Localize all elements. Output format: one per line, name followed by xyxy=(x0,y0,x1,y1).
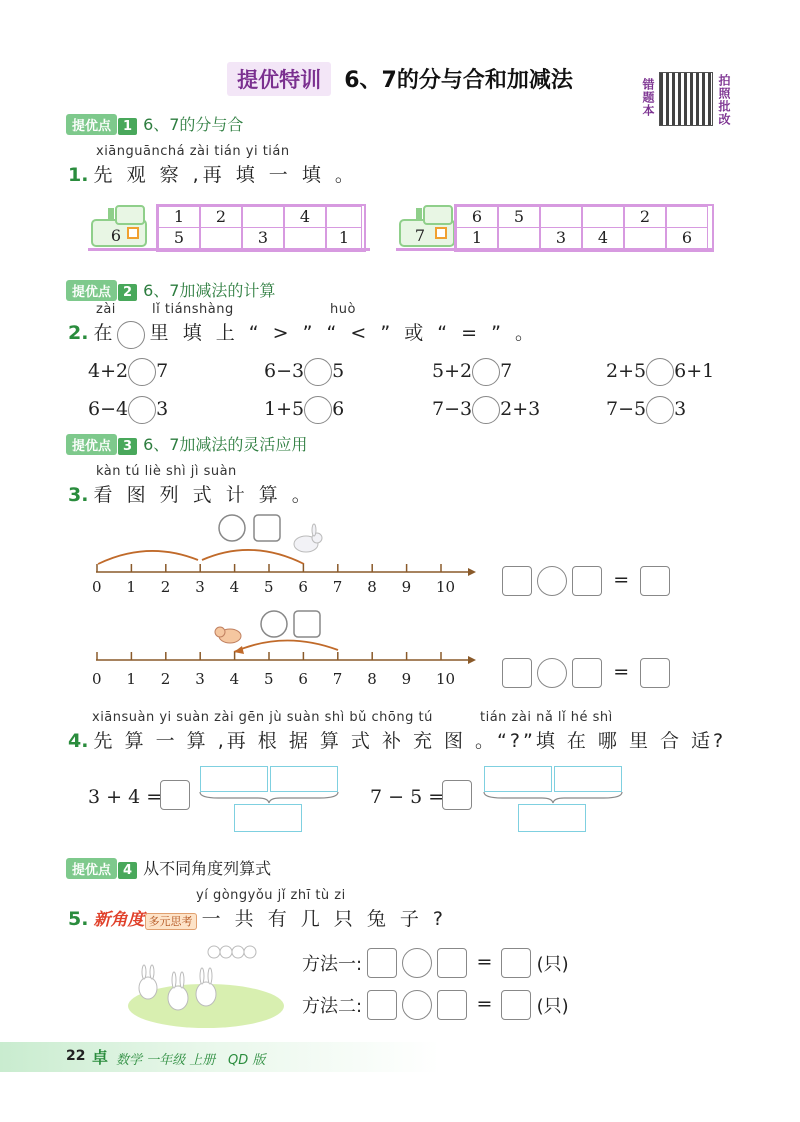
car-top-4[interactable] xyxy=(582,206,624,228)
car-bottom-6[interactable]: 6 xyxy=(666,227,708,249)
brace-icon xyxy=(198,790,340,804)
car-top-2[interactable]: 5 xyxy=(498,206,540,228)
answer-circle[interactable] xyxy=(219,515,245,541)
compare-item: 6−3 5 xyxy=(264,358,344,386)
train-rail xyxy=(396,248,714,251)
q4-line xyxy=(68,726,726,753)
badge-new: 新角度 xyxy=(93,910,145,930)
answer-square[interactable] xyxy=(640,658,670,688)
answer-square[interactable] xyxy=(572,658,602,688)
answer-square[interactable] xyxy=(437,948,467,978)
method-1-row xyxy=(302,948,569,978)
answer-row-2 xyxy=(502,658,670,688)
point-title: 6、7加减法的灵活应用 xyxy=(143,435,308,454)
compare-item: 6−4 3 xyxy=(88,396,168,424)
tick-label: 9 xyxy=(401,578,412,596)
car-bottom-1[interactable]: 5 xyxy=(158,227,200,249)
jump-arrow xyxy=(98,551,198,564)
q1-pinyin: xiānguānchá zài tián yi tián xyxy=(96,144,290,159)
car-top-6[interactable] xyxy=(666,206,708,228)
car-top-3[interactable] xyxy=(242,206,284,228)
question-text: 先 算 一 算 ,再 根 据 算 式 补 充 图 。“?”填 在 哪 里 合 适? xyxy=(93,730,727,752)
footer-subject: 数学 一年级 上册 xyxy=(116,1053,216,1068)
compare-item: 4+2 7 xyxy=(88,358,168,386)
answer-square[interactable] xyxy=(160,780,190,810)
car-bottom-2[interactable] xyxy=(498,227,540,249)
answer-square[interactable] xyxy=(437,990,467,1020)
answer-square[interactable] xyxy=(367,990,397,1020)
q2-line xyxy=(68,318,538,349)
answer-circle[interactable] xyxy=(304,358,332,386)
car-bottom-1[interactable]: 1 xyxy=(456,227,498,249)
tick-label: 7 xyxy=(332,670,343,688)
answer-circle[interactable] xyxy=(402,990,432,1020)
qr-right-label: 拍照批改 xyxy=(717,74,731,126)
section-point-3 xyxy=(66,432,307,455)
question-number: 2. xyxy=(68,322,89,344)
tick-label: 6 xyxy=(298,670,308,688)
point-title: 从不同角度列算式 xyxy=(143,859,272,878)
answer-circle[interactable] xyxy=(646,358,674,386)
car-top-4[interactable]: 4 xyxy=(284,206,326,228)
q5-line xyxy=(68,904,447,931)
tick-label: 9 xyxy=(401,670,412,688)
tick-label: 1 xyxy=(126,578,136,596)
answer-circle[interactable] xyxy=(128,396,156,424)
point-tag: 提优点 xyxy=(66,114,117,135)
q2-pinyin-1: zài xyxy=(96,302,116,317)
tick-label: 2 xyxy=(160,670,171,688)
jump-arrow xyxy=(202,550,304,564)
tick-label: 8 xyxy=(367,670,377,688)
car-top-1[interactable]: 1 xyxy=(158,206,200,228)
answer-circle[interactable] xyxy=(537,658,567,688)
compare-item: 7−5 3 xyxy=(606,396,686,424)
answer-circle xyxy=(117,321,145,349)
car-bottom-4[interactable]: 4 xyxy=(582,227,624,249)
answer-square[interactable] xyxy=(640,566,670,596)
answer-circle[interactable] xyxy=(537,566,567,596)
question-text: 先 观 察 ,再 填 一 填 。 xyxy=(93,164,358,186)
tick-label: 7 xyxy=(332,578,343,596)
section-point-1 xyxy=(66,112,243,135)
unit-label: (只) xyxy=(536,954,569,975)
answer-circle[interactable] xyxy=(646,396,674,424)
tick-label: 10 xyxy=(436,578,456,596)
q3-pinyin: kàn tú liè shì jì suàn xyxy=(96,464,237,479)
point-num: 2 xyxy=(118,284,137,301)
car-bottom-4[interactable] xyxy=(284,227,326,249)
q2-pinyin-3: huò xyxy=(330,302,356,317)
car-bottom-5[interactable] xyxy=(624,227,666,249)
rabbit-icon xyxy=(294,524,322,552)
tick-label: 3 xyxy=(195,578,205,596)
tick-label: 4 xyxy=(229,670,240,688)
car-bottom-3[interactable]: 3 xyxy=(242,227,284,249)
diagram-box[interactable] xyxy=(234,804,302,832)
answer-circle[interactable] xyxy=(304,396,332,424)
rabbit-icon xyxy=(215,627,241,643)
q5-pinyin: yí gòngyǒu jǐ zhī tù zi xyxy=(196,888,346,903)
answer-circle[interactable] xyxy=(128,358,156,386)
answer-circle[interactable] xyxy=(261,611,287,637)
number-line-2-labels xyxy=(84,670,484,690)
train-2 xyxy=(396,200,714,256)
tick-label: 4 xyxy=(229,578,240,596)
answer-square[interactable] xyxy=(254,515,280,541)
question-number: 5. xyxy=(68,908,89,930)
answer-square[interactable] xyxy=(502,658,532,688)
car-top-5[interactable] xyxy=(326,206,362,228)
car-bottom-2[interactable] xyxy=(200,227,242,249)
diagram-box[interactable] xyxy=(200,766,268,792)
method-label: 方法一: xyxy=(302,954,363,975)
compare-item: 7−3 2+3 xyxy=(432,396,540,424)
answer-square[interactable] xyxy=(294,611,320,637)
tick-label: 2 xyxy=(160,578,171,596)
number-line-1-labels xyxy=(84,578,484,598)
page-title: 6、7的分与合和加减法 xyxy=(344,68,573,93)
answer-row-1 xyxy=(502,566,670,596)
tick-label: 10 xyxy=(436,670,456,688)
question-number: 1. xyxy=(68,164,89,186)
answer-square[interactable] xyxy=(442,780,472,810)
point-title: 6、7加减法的计算 xyxy=(143,281,276,300)
q2-pinyin-2: lǐ tiánshàng xyxy=(152,302,234,317)
compare-item: 1+5 6 xyxy=(264,396,344,424)
q4-expr-1: 3 + 4 = xyxy=(88,786,163,808)
question-text: 看 图 列 式 计 算 。 xyxy=(93,484,315,506)
tick-label: 5 xyxy=(264,670,274,688)
answer-circle[interactable] xyxy=(472,396,500,424)
compare-item: 5+2 7 xyxy=(432,358,512,386)
answer-square[interactable] xyxy=(501,990,531,1020)
point-tag: 提优点 xyxy=(66,858,117,879)
car-top-3[interactable] xyxy=(540,206,582,228)
answer-circle[interactable] xyxy=(472,358,500,386)
method-label: 方法二: xyxy=(302,996,363,1017)
point-num: 1 xyxy=(118,118,137,135)
equals-sign: = xyxy=(613,568,630,591)
tick-label: 3 xyxy=(195,670,205,688)
qr-code-icon[interactable] xyxy=(659,72,713,126)
engine-number: 6 xyxy=(110,226,122,245)
q4-pinyin-1: xiānsuàn yi suàn zài gēn jù suàn shì bǔ chōng tú xyxy=(92,710,433,725)
brand-logo: 卓 xyxy=(92,1048,109,1067)
point-num: 3 xyxy=(118,438,137,455)
q4-expr-2: 7 − 5 = xyxy=(370,786,445,808)
engine-number: 7 xyxy=(414,226,426,245)
method-2-row xyxy=(302,990,569,1020)
question-text: 一 共 有 几 只 兔 子 ? xyxy=(201,908,448,930)
car-top-1[interactable]: 6 xyxy=(456,206,498,228)
tick-label: 0 xyxy=(92,670,102,688)
answer-square[interactable] xyxy=(501,948,531,978)
point-title: 6、7的分与合 xyxy=(143,115,244,134)
point-tag: 提优点 xyxy=(66,434,117,455)
equals-sign: = xyxy=(613,660,630,683)
page-number: 22 xyxy=(66,1048,86,1064)
section-point-2 xyxy=(66,278,275,301)
section-point-4 xyxy=(66,856,271,879)
q3-line xyxy=(68,480,315,507)
diagram-box[interactable] xyxy=(484,766,552,792)
tick-label: 0 xyxy=(92,578,102,596)
q1-line xyxy=(68,160,358,187)
car-bottom-3[interactable]: 3 xyxy=(540,227,582,249)
question-text: 在 xyxy=(93,322,117,344)
diagram-box[interactable] xyxy=(518,804,586,832)
diagram-box[interactable] xyxy=(554,766,622,792)
tick-label: 1 xyxy=(126,670,136,688)
answer-square[interactable] xyxy=(502,566,532,596)
tick-label: 5 xyxy=(264,578,274,596)
equals-sign: = xyxy=(476,950,493,973)
unit-label: (只) xyxy=(536,996,569,1017)
point-num: 4 xyxy=(118,862,137,879)
point-tag: 提优点 xyxy=(66,280,117,301)
car-bottom-5[interactable]: 1 xyxy=(326,227,362,249)
equals-sign: = xyxy=(476,992,493,1015)
car-top-5[interactable]: 2 xyxy=(624,206,666,228)
answer-square[interactable] xyxy=(572,566,602,596)
question-text: 里 填 上 “ > ” “ < ” 或 “ = ” 。 xyxy=(149,322,538,344)
rabbits-illustration xyxy=(126,936,286,1032)
tick-label: 8 xyxy=(367,578,377,596)
train-rail xyxy=(88,248,370,251)
question-number: 3. xyxy=(68,484,89,506)
badge-sub: 多元思考 xyxy=(145,913,197,930)
compare-item: 2+5 6+1 xyxy=(606,358,714,386)
train-1 xyxy=(88,200,370,256)
tick-label: 6 xyxy=(298,578,308,596)
question-number: 4. xyxy=(68,730,89,752)
footer-edition: QD 版 xyxy=(228,1053,266,1068)
diagram-box[interactable] xyxy=(270,766,338,792)
qr-left-label: 错题本 xyxy=(641,78,655,117)
q4-pinyin-2: tián zài nǎ lǐ hé shì xyxy=(480,710,613,725)
car-top-2[interactable]: 2 xyxy=(200,206,242,228)
jump-arrow xyxy=(234,640,338,652)
header-tag: 提优特训 xyxy=(227,62,331,96)
answer-square[interactable] xyxy=(367,948,397,978)
brace-icon xyxy=(482,790,624,804)
answer-circle[interactable] xyxy=(402,948,432,978)
